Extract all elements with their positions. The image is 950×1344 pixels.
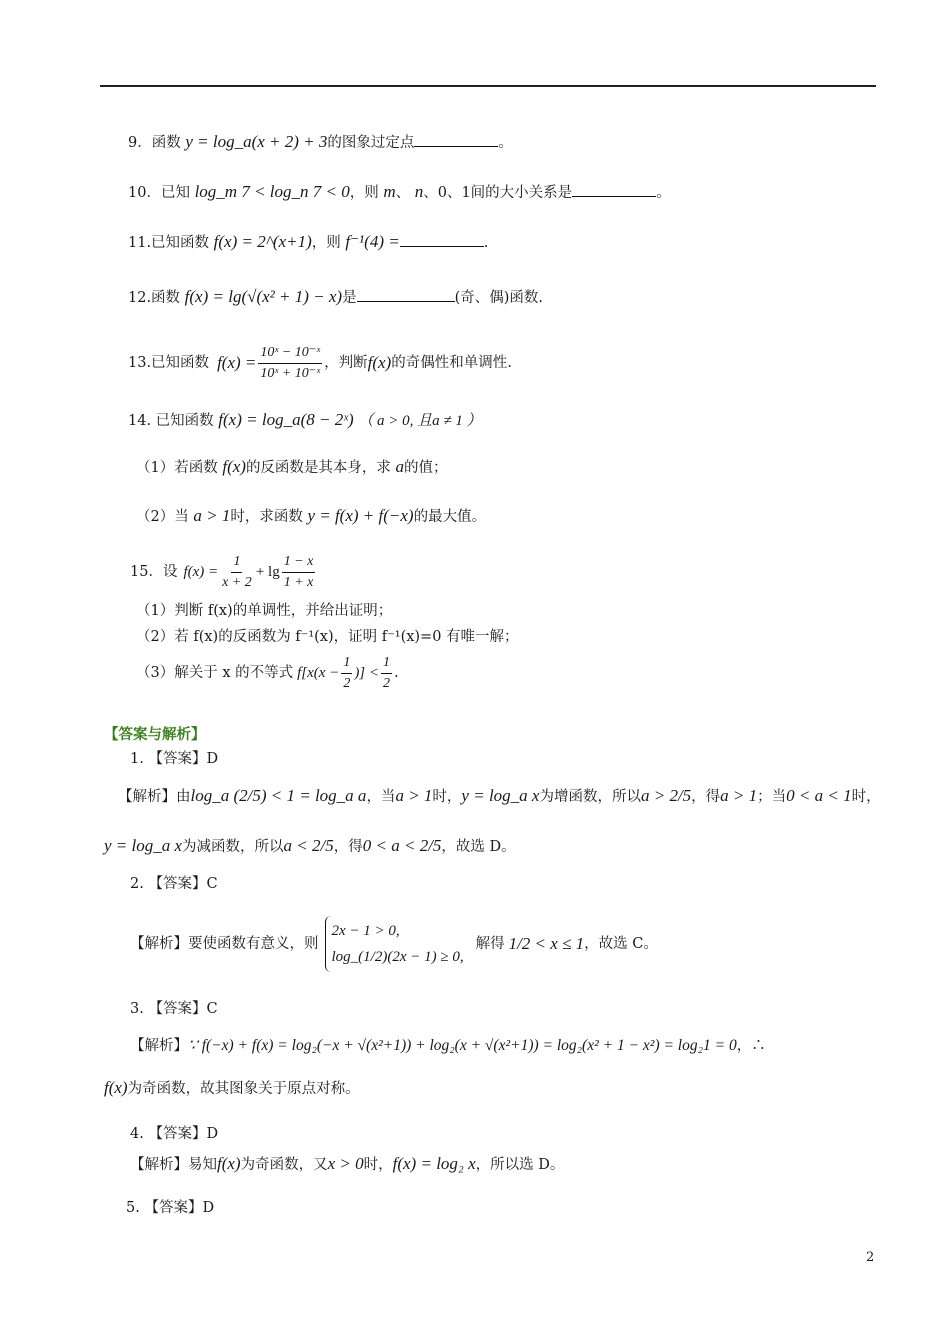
q14-p1-a: a (395, 457, 405, 476)
a1-l1-h: a > 2/5 (640, 786, 692, 805)
q9-prefix: 9．函数 (128, 135, 181, 151)
answer-4-label: 4. 【答案】D (130, 1126, 219, 1142)
q14-p1-suffix: 的值； (404, 460, 448, 476)
a4-mid2: 时， (363, 1157, 393, 1173)
a4-suffix: ，所以选 D。 (475, 1157, 565, 1173)
q15-prefix: 15．设 (130, 564, 178, 580)
answer-5-label: 5. 【答案】D (126, 1200, 215, 1216)
question-14-part-1 (136, 457, 448, 478)
q14-p2-mid: 时，求函数 (230, 509, 303, 525)
a2-mid: 解得 (475, 936, 505, 952)
answer-2-label: 2. 【答案】C (130, 876, 218, 892)
q14-p2-prefix: （2）当 (136, 509, 189, 525)
a1-l1-formula: log_a (2/5) < 1 = log_a a (190, 786, 367, 805)
q15-p3-den-2: 2 (383, 675, 391, 691)
a4-formula: f(x) = log₂ x (392, 1154, 476, 1173)
q11-blank (400, 246, 484, 247)
q11-prefix: 11.已知函数 (128, 235, 210, 251)
q11-formula2: f⁻¹(4) = (345, 232, 400, 251)
q13-fx2: f(x) (367, 353, 392, 372)
q13-prefix: 13.已知函数 (128, 355, 210, 371)
q15-den-2: 1 + x (283, 574, 314, 590)
q13-mid: ，判断 (324, 355, 368, 371)
q13-suffix: 的奇偶性和单调性. (391, 355, 512, 371)
q14-p1-fx: f(x) (222, 457, 246, 476)
q9-formula: y = log_a(x + 2) + 3 (185, 132, 328, 151)
answers-heading: 【答案与解析】 (104, 727, 206, 743)
q15-p3-mid: )] < (354, 665, 380, 681)
a4-prefix: 【解析】易知 (130, 1157, 217, 1173)
q10-end: 。 (656, 185, 671, 201)
q13-denominator: 10ˣ + 10⁻ˣ (260, 365, 321, 381)
header-rule (100, 85, 876, 87)
question-14 (128, 410, 482, 431)
a1-l2-f: ，故选 D。 (441, 839, 516, 855)
question-14-part-2 (136, 506, 486, 527)
a2-suffix: ，故选 C。 (584, 936, 658, 952)
q10-formula: log_m 7 < log_n 7 < 0 (194, 182, 350, 201)
q10-sep: 、 (395, 185, 411, 201)
a1-l1-k: ；当 (757, 789, 787, 805)
q13-fraction (258, 343, 322, 384)
a1-l1-g: 为增函数，所以 (539, 789, 641, 805)
q15-num-2: 1 − x (282, 552, 316, 573)
q10-m: m (383, 182, 396, 201)
question-9 (128, 132, 513, 153)
q14-p2-formula: y = f(x) + f(−x) (307, 506, 414, 525)
q14-prefix: 14. 已知函数 (128, 413, 214, 429)
q15-den-1: x + 2 (222, 574, 252, 590)
q15-plus-lg: + lg (255, 564, 280, 580)
a1-l1-prefix: 【解析】由 (118, 789, 191, 805)
a2-sys-2: log_(1/2)(2x − 1) ≥ 0, (331, 949, 464, 965)
q9-end: 。 (498, 135, 513, 151)
a1-l1-i: ，得 (691, 789, 721, 805)
answer-3-line-1 (130, 1036, 766, 1056)
question-10 (128, 182, 671, 203)
a1-l1-l: 0 < a < 1 (786, 786, 852, 805)
q10-suffix: 、0、1间的大小关系是 (423, 185, 573, 201)
a4-fx: f(x) (217, 1154, 241, 1173)
a4-mid: 为奇函数，又 (240, 1157, 328, 1173)
q15-fx: f(x) = (183, 564, 219, 580)
q13-numerator: 10ˣ − 10⁻ˣ (258, 343, 322, 364)
q9-blank (414, 146, 498, 147)
q11-end: . (483, 235, 489, 251)
q12-mid: 是 (342, 290, 357, 306)
question-15-part-2: （2）若 f(x)的反函数为 f⁻¹(x)，证明 f⁻¹(x)=0 有唯一解； (136, 629, 519, 645)
q15-p3-fraction-2 (381, 653, 392, 694)
a1-l2-e: 0 < a < 2/5 (362, 836, 442, 855)
answer-3-label: 3. 【答案】C (130, 1001, 218, 1017)
a1-l2-c: a < 2/5 (283, 836, 334, 855)
a3-l2-fx: f(x) (104, 1078, 128, 1097)
q15-p3-end: . (394, 665, 399, 681)
q15-fraction-2 (282, 552, 316, 593)
q12-formula: f(x) = lg(√(x² + 1) − x) (184, 287, 343, 306)
a2-prefix: 【解析】要使函数有意义，则 (130, 936, 319, 952)
q14-p2-cond: a > 1 (193, 506, 231, 525)
a1-l1-m: 时， (851, 789, 881, 805)
q15-p3-fraction-1 (341, 653, 352, 694)
q10-mid: ，则 (349, 185, 379, 201)
a3-therefore: ，∴ (736, 1038, 766, 1054)
q10-prefix: 10．已知 (128, 185, 190, 201)
question-15 (130, 551, 317, 593)
answer-3-line-2 (104, 1078, 360, 1099)
question-15-part-3 (136, 652, 399, 694)
a1-l2-b: 为减函数，所以 (182, 839, 284, 855)
q10-blank (572, 196, 656, 197)
a1-l2-d: ，得 (333, 839, 363, 855)
a1-l1-e: y = log_a x (461, 786, 540, 805)
a2-result: 1/2 < x ≤ 1 (508, 934, 585, 953)
page-number: 2 (866, 1250, 875, 1265)
a2-sys-1: 2x − 1 > 0, (331, 923, 400, 939)
question-11 (128, 232, 488, 253)
a1-l1-b: ，当 (366, 789, 396, 805)
q15-p3-den-1: 2 (343, 675, 351, 691)
q9-suffix: 的图象过定点 (327, 135, 415, 151)
q15-p3-num-1: 1 (341, 653, 352, 674)
answer-4-explanation (130, 1154, 564, 1175)
a4-cond: x > 0 (327, 1154, 364, 1173)
q15-p3-f: f[x(x − (297, 665, 340, 681)
q11-formula: f(x) = 2^(x+1) (213, 232, 312, 251)
a2-system-brace (325, 916, 470, 972)
q14-p1-mid: 的反函数是其本身，求 (245, 460, 391, 476)
q14-p2-suffix: 的最大值。 (413, 509, 487, 525)
answer-2-explanation (130, 908, 658, 980)
q10-n: n (414, 182, 424, 201)
q13-fx: f(x) = (217, 353, 257, 372)
question-13 (128, 340, 512, 386)
answer-1-line-2 (104, 836, 516, 857)
q11-mid: ，则 (311, 235, 341, 251)
q12-suffix: (奇、偶)函数. (454, 290, 544, 306)
a1-l2-a: y = log_a x (104, 836, 183, 855)
q15-num-1: 1 (231, 552, 242, 573)
q14-formula: f(x) = log_a(8 − 2ˣ) (218, 410, 354, 429)
a1-l1-c: a > 1 (395, 786, 433, 805)
q12-prefix: 12.函数 (128, 290, 181, 306)
q15-p3-num-2: 1 (381, 653, 392, 674)
q15-fraction-1 (220, 552, 254, 593)
a1-l1-d: 时， (432, 789, 462, 805)
a3-prefix: 【解析】 (130, 1038, 188, 1054)
question-12 (128, 287, 543, 308)
question-15-part-1: （1）判断 f(x)的单调性，并给出证明； (136, 603, 393, 619)
q12-blank (357, 301, 455, 302)
answer-1-line-1 (118, 786, 881, 807)
a1-l1-j: a > 1 (720, 786, 758, 805)
a3-l2-suffix: 为奇函数，故其图象关于原点对称。 (127, 1081, 360, 1097)
q14-p1-prefix: （1）若函数 (136, 460, 218, 476)
answer-1-label: 1. 【答案】D (130, 751, 219, 767)
q15-p3-prefix: （3）解关于 x 的不等式 (136, 665, 294, 681)
q14-condition: （ a > 0, 且a ≠ 1 ） (358, 413, 482, 429)
a3-formula: ∵ f(−x) + f(x) = log₂(−x + √(x²+1)) + log₂(x + √(x²+1)) = log₂(x² + 1 − x²) = log₂1 = 0 (188, 1037, 737, 1054)
